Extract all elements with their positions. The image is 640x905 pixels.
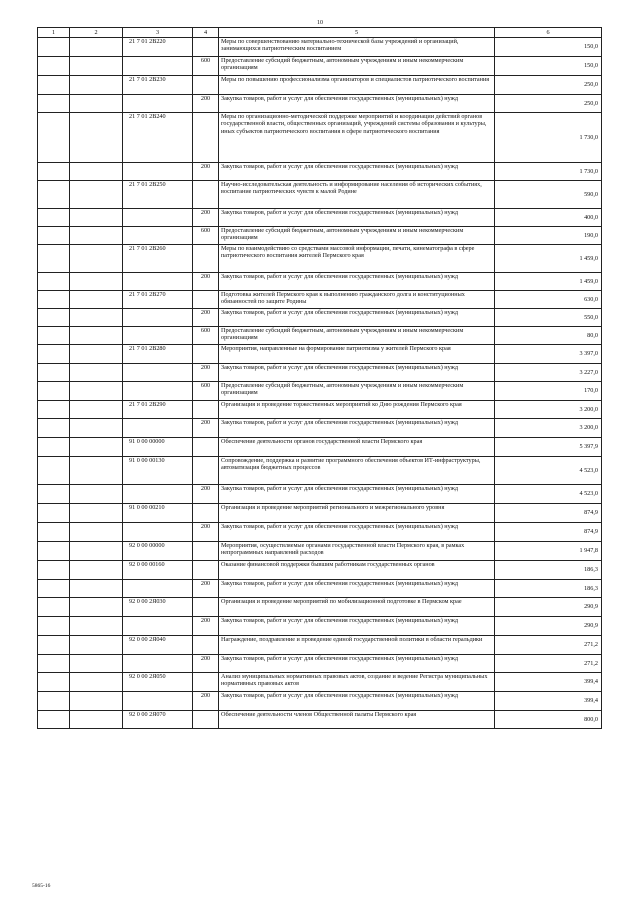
amount-value: 150,0 xyxy=(495,38,602,57)
expense-name: Закупка товаров, работ и услуг для обеспечения государственных (муниципальных) нужд xyxy=(219,364,495,382)
expense-name: Закупка товаров, работ и услуг для обеспечения государственных (муниципальных) нужд xyxy=(219,163,495,181)
row-col-2 xyxy=(70,580,123,598)
target-article-code: 92 0 00 2Я050 xyxy=(123,673,193,692)
expense-type-code xyxy=(193,291,219,309)
row-col-1 xyxy=(38,209,70,227)
expense-type-code xyxy=(193,76,219,95)
target-article-code xyxy=(123,95,193,113)
row-col-2 xyxy=(70,273,123,291)
table-row xyxy=(38,345,602,364)
amount-value: 271,2 xyxy=(495,655,602,673)
row-col-1 xyxy=(38,419,70,438)
row-col-1 xyxy=(38,636,70,655)
row-col-2 xyxy=(70,113,123,163)
expense-type-code: 200 xyxy=(193,419,219,438)
expense-name: Мероприятия, направленные на формирование патриотизма у жителей Пермского края xyxy=(219,345,495,364)
row-col-1 xyxy=(38,485,70,504)
target-article-code xyxy=(123,692,193,711)
expense-name: Закупка товаров, работ и услуг для обеспечения государственных (муниципальных) нужд xyxy=(219,617,495,636)
expense-type-code xyxy=(193,113,219,163)
target-article-code: 21 7 01 2В290 xyxy=(123,401,193,419)
expense-type-code xyxy=(193,438,219,457)
row-col-2 xyxy=(70,438,123,457)
target-article-code: 92 0 00 00000 xyxy=(123,542,193,561)
row-col-1 xyxy=(38,345,70,364)
expense-type-code: 600 xyxy=(193,57,219,76)
amount-value: 150,0 xyxy=(495,57,602,76)
row-col-2 xyxy=(70,504,123,523)
target-article-code xyxy=(123,327,193,345)
table-row xyxy=(38,382,602,401)
target-article-code: 92 0 00 2Я040 xyxy=(123,636,193,655)
row-col-1 xyxy=(38,598,70,617)
expense-type-code: 200 xyxy=(193,617,219,636)
target-article-code xyxy=(123,163,193,181)
amount-value: 874,9 xyxy=(495,504,602,523)
expense-name: Мероприятия, осуществляемые органами государственной власти Пермского края, в рамках непрограммных направлений расходов xyxy=(219,542,495,561)
expense-name: Обеспечение деятельности членов Общественной палаты Пермского края xyxy=(219,711,495,729)
row-col-1 xyxy=(38,113,70,163)
expense-name: Организация и проведение торжественных мероприятий ко Дню рождения Пермского края xyxy=(219,401,495,419)
target-article-code xyxy=(123,364,193,382)
footer-code: 5865-16 xyxy=(32,883,51,889)
expense-name: Закупка товаров, работ и услуг для обеспечения государственных (муниципальных) нужд xyxy=(219,580,495,598)
amount-value: 4 523,0 xyxy=(495,485,602,504)
row-col-1 xyxy=(38,95,70,113)
row-col-2 xyxy=(70,95,123,113)
table-row xyxy=(38,76,602,95)
table-row xyxy=(38,655,602,673)
amount-value: 590,0 xyxy=(495,181,602,209)
table-row xyxy=(38,327,602,345)
target-article-code: 21 7 01 2В270 xyxy=(123,291,193,309)
row-col-2 xyxy=(70,542,123,561)
amount-value: 399,4 xyxy=(495,692,602,711)
row-col-1 xyxy=(38,291,70,309)
header-col-3: 3 xyxy=(123,28,193,38)
row-col-2 xyxy=(70,636,123,655)
amount-value: 80,0 xyxy=(495,327,602,345)
row-col-2 xyxy=(70,76,123,95)
table-row xyxy=(38,636,602,655)
table-row xyxy=(38,245,602,273)
table-row xyxy=(38,711,602,729)
row-col-2 xyxy=(70,457,123,485)
expense-name: Организация и проведение мероприятий регионального и межрегионального уровня xyxy=(219,504,495,523)
expense-name: Меры по организационно-методической поддержке мероприятий и координации действий органов государственной власти, общественных организаций, учреждений системы образования и культуры, иных субъектов патриотического воспитания в сфере патриотического воспитания xyxy=(219,113,495,163)
target-article-code xyxy=(123,485,193,504)
header-col-5: 5 xyxy=(219,28,495,38)
amount-value: 186,3 xyxy=(495,561,602,580)
target-article-code xyxy=(123,209,193,227)
amount-value: 400,0 xyxy=(495,209,602,227)
expense-name: Обеспечение деятельности органов государственной власти Пермского края xyxy=(219,438,495,457)
table-row xyxy=(38,457,602,485)
expense-type-code: 600 xyxy=(193,227,219,245)
expense-type-code xyxy=(193,181,219,209)
row-col-1 xyxy=(38,542,70,561)
row-col-1 xyxy=(38,273,70,291)
target-article-code: 21 7 01 2В220 xyxy=(123,38,193,57)
target-article-code: 21 7 01 2В280 xyxy=(123,345,193,364)
row-col-2 xyxy=(70,617,123,636)
table-row xyxy=(38,364,602,382)
expense-type-code xyxy=(193,561,219,580)
table-row xyxy=(38,181,602,209)
amount-value: 250,0 xyxy=(495,76,602,95)
table-row xyxy=(38,209,602,227)
amount-value: 3 200,0 xyxy=(495,419,602,438)
row-col-2 xyxy=(70,181,123,209)
target-article-code xyxy=(123,419,193,438)
row-col-1 xyxy=(38,580,70,598)
table-row xyxy=(38,113,602,163)
table-row xyxy=(38,673,602,692)
expense-name: Предоставление субсидий бюджетным, автономным учреждениям и иным некоммерческим организациям xyxy=(219,227,495,245)
target-article-code: 21 7 01 2В260 xyxy=(123,245,193,273)
table-body xyxy=(38,38,602,729)
expense-name: Закупка товаров, работ и услуг для обеспечения государственных (муниципальных) нужд xyxy=(219,655,495,673)
expense-name: Предоставление субсидий бюджетным, автономным учреждениям и иным некоммерческим организациям xyxy=(219,327,495,345)
row-col-1 xyxy=(38,38,70,57)
row-col-1 xyxy=(38,401,70,419)
expense-name: Награждение, поздравление и проведение единой государственной политики в области геральдики xyxy=(219,636,495,655)
row-col-1 xyxy=(38,163,70,181)
row-col-2 xyxy=(70,38,123,57)
row-col-1 xyxy=(38,309,70,327)
expense-name: Меры по совершенствованию материально-технической базы учреждений и организаций, занимающихся патриотическим воспитанием xyxy=(219,38,495,57)
row-col-2 xyxy=(70,561,123,580)
row-col-1 xyxy=(38,617,70,636)
row-col-1 xyxy=(38,181,70,209)
row-col-1 xyxy=(38,327,70,345)
row-col-2 xyxy=(70,227,123,245)
table-row xyxy=(38,617,602,636)
amount-value: 3 227,0 xyxy=(495,364,602,382)
expense-type-code: 200 xyxy=(193,580,219,598)
table-row xyxy=(38,692,602,711)
row-col-1 xyxy=(38,692,70,711)
expense-name: Меры по взаимодействию со средствами массовой информации, печати, кинематографа в сфере патриотического воспитания жителей Пермского края xyxy=(219,245,495,273)
row-col-2 xyxy=(70,485,123,504)
table-row xyxy=(38,419,602,438)
expense-type-code: 600 xyxy=(193,327,219,345)
amount-value: 170,0 xyxy=(495,382,602,401)
amount-value: 1 459,0 xyxy=(495,273,602,291)
expense-type-code: 200 xyxy=(193,485,219,504)
expense-name: Предоставление субсидий бюджетным, автономным учреждениям и иным некоммерческим организациям xyxy=(219,382,495,401)
row-col-2 xyxy=(70,401,123,419)
amount-value: 290,9 xyxy=(495,598,602,617)
table-row xyxy=(38,598,602,617)
row-col-1 xyxy=(38,227,70,245)
budget-table xyxy=(37,27,602,729)
target-article-code xyxy=(123,309,193,327)
amount-value: 190,0 xyxy=(495,227,602,245)
row-col-2 xyxy=(70,209,123,227)
expense-type-code: 200 xyxy=(193,692,219,711)
row-col-2 xyxy=(70,327,123,345)
row-col-1 xyxy=(38,673,70,692)
table-row xyxy=(38,291,602,309)
target-article-code xyxy=(123,617,193,636)
row-col-2 xyxy=(70,382,123,401)
row-col-1 xyxy=(38,523,70,542)
row-col-2 xyxy=(70,711,123,729)
amount-value: 874,9 xyxy=(495,523,602,542)
expense-name: Закупка товаров, работ и услуг для обеспечения государственных (муниципальных) нужд xyxy=(219,419,495,438)
target-article-code xyxy=(123,227,193,245)
expense-type-code xyxy=(193,245,219,273)
expense-type-code: 200 xyxy=(193,273,219,291)
table-row xyxy=(38,38,602,57)
row-col-2 xyxy=(70,163,123,181)
amount-value: 290,9 xyxy=(495,617,602,636)
expense-name: Закупка товаров, работ и услуг для обеспечения государственных (муниципальных) нужд xyxy=(219,209,495,227)
expense-name: Оказание финансовой поддержки бывшим работникам государственных органов xyxy=(219,561,495,580)
expense-name: Закупка товаров, работ и услуг для обеспечения государственных (муниципальных) нужд xyxy=(219,523,495,542)
page-number: 10 xyxy=(317,20,323,26)
row-col-1 xyxy=(38,382,70,401)
expense-type-code: 200 xyxy=(193,309,219,327)
amount-value: 186,3 xyxy=(495,580,602,598)
row-col-2 xyxy=(70,57,123,76)
expense-type-code xyxy=(193,598,219,617)
target-article-code: 91 0 00 00210 xyxy=(123,504,193,523)
table-row xyxy=(38,580,602,598)
row-col-1 xyxy=(38,561,70,580)
expense-type-code xyxy=(193,711,219,729)
row-col-2 xyxy=(70,692,123,711)
table-header xyxy=(38,28,602,38)
row-col-2 xyxy=(70,598,123,617)
expense-name: Закупка товаров, работ и услуг для обеспечения государственных (муниципальных) нужд xyxy=(219,692,495,711)
row-col-1 xyxy=(38,438,70,457)
amount-value: 399,4 xyxy=(495,673,602,692)
expense-name: Закупка товаров, работ и услуг для обеспечения государственных (муниципальных) нужд xyxy=(219,273,495,291)
header-col-4: 4 xyxy=(193,28,219,38)
target-article-code xyxy=(123,57,193,76)
expense-type-code xyxy=(193,542,219,561)
expense-type-code xyxy=(193,673,219,692)
target-article-code xyxy=(123,655,193,673)
target-article-code: 21 7 01 2В240 xyxy=(123,113,193,163)
table-row xyxy=(38,504,602,523)
row-col-2 xyxy=(70,345,123,364)
table-row xyxy=(38,485,602,504)
table-row xyxy=(38,163,602,181)
expense-type-code: 200 xyxy=(193,95,219,113)
amount-value: 3 200,0 xyxy=(495,401,602,419)
amount-value: 4 523,0 xyxy=(495,457,602,485)
row-col-1 xyxy=(38,711,70,729)
expense-type-code: 200 xyxy=(193,209,219,227)
header-col-6: 6 xyxy=(495,28,602,38)
target-article-code: 92 0 00 2Я070 xyxy=(123,711,193,729)
expense-name: Подготовка жителей Пермского края к выполнению гражданского долга и конституционных обязанностей по защите Родины xyxy=(219,291,495,309)
table-row xyxy=(38,95,602,113)
target-article-code: 21 7 01 2В250 xyxy=(123,181,193,209)
header-col-1: 1 xyxy=(38,28,70,38)
header-col-2: 2 xyxy=(70,28,123,38)
row-col-1 xyxy=(38,655,70,673)
row-col-2 xyxy=(70,364,123,382)
table-row xyxy=(38,401,602,419)
expense-type-code xyxy=(193,38,219,57)
expense-name: Закупка товаров, работ и услуг для обеспечения государственных (муниципальных) нужд xyxy=(219,309,495,327)
expense-type-code: 200 xyxy=(193,163,219,181)
table-row xyxy=(38,273,602,291)
row-col-1 xyxy=(38,76,70,95)
expense-type-code xyxy=(193,504,219,523)
row-col-2 xyxy=(70,655,123,673)
expense-name: Закупка товаров, работ и услуг для обеспечения государственных (муниципальных) нужд xyxy=(219,95,495,113)
expense-name: Организация и проведение мероприятий по мобилизационной подготовке в Пермском крае xyxy=(219,598,495,617)
expense-type-code: 600 xyxy=(193,382,219,401)
row-col-1 xyxy=(38,57,70,76)
expense-name: Научно-исследовательская деятельность и информирование населения об исторических событиях, воспитание патриотических чувств к малой Родине xyxy=(219,181,495,209)
amount-value: 1 730,0 xyxy=(495,163,602,181)
table-row xyxy=(38,561,602,580)
table-row xyxy=(38,227,602,245)
row-col-1 xyxy=(38,245,70,273)
amount-value: 1 730,0 xyxy=(495,113,602,163)
target-article-code: 92 0 00 2Я030 xyxy=(123,598,193,617)
row-col-2 xyxy=(70,291,123,309)
row-col-2 xyxy=(70,245,123,273)
amount-value: 5 397,9 xyxy=(495,438,602,457)
amount-value: 550,0 xyxy=(495,309,602,327)
amount-value: 250,0 xyxy=(495,95,602,113)
expense-type-code xyxy=(193,401,219,419)
expense-type-code: 200 xyxy=(193,523,219,542)
target-article-code: 92 0 00 00160 xyxy=(123,561,193,580)
target-article-code: 21 7 01 2В230 xyxy=(123,76,193,95)
row-col-1 xyxy=(38,364,70,382)
target-article-code: 91 0 00 00000 xyxy=(123,438,193,457)
row-col-1 xyxy=(38,504,70,523)
expense-type-code: 200 xyxy=(193,655,219,673)
amount-value: 630,0 xyxy=(495,291,602,309)
table-row xyxy=(38,309,602,327)
table-row xyxy=(38,542,602,561)
expense-type-code xyxy=(193,457,219,485)
expense-name: Меры по повышению профессионализма организаторов и специалистов патриотического воспитания xyxy=(219,76,495,95)
amount-value: 3 397,0 xyxy=(495,345,602,364)
amount-value: 1 459,0 xyxy=(495,245,602,273)
amount-value: 800,0 xyxy=(495,711,602,729)
target-article-code xyxy=(123,523,193,542)
expense-name: Предоставление субсидий бюджетным, автономным учреждениям и иным некоммерческим организациям xyxy=(219,57,495,76)
row-col-2 xyxy=(70,523,123,542)
expense-type-code: 200 xyxy=(193,364,219,382)
expense-type-code xyxy=(193,345,219,364)
amount-value: 271,2 xyxy=(495,636,602,655)
table-row xyxy=(38,57,602,76)
target-article-code: 91 0 00 00130 xyxy=(123,457,193,485)
expense-name: Сопровождение, поддержка и развитие программного обеспечения объектов ИТ-инфраструктуры, автоматизация бюджетных процессов xyxy=(219,457,495,485)
expense-name: Закупка товаров, работ и услуг для обеспечения государственных (муниципальных) нужд xyxy=(219,485,495,504)
table-row xyxy=(38,523,602,542)
target-article-code xyxy=(123,580,193,598)
row-col-2 xyxy=(70,309,123,327)
row-col-2 xyxy=(70,673,123,692)
row-col-2 xyxy=(70,419,123,438)
expense-name: Анализ муниципальных нормативных правовых актов, создание и ведение Регистра муниципальных нормативных правовых актов xyxy=(219,673,495,692)
target-article-code xyxy=(123,382,193,401)
row-col-1 xyxy=(38,457,70,485)
amount-value: 1 947,8 xyxy=(495,542,602,561)
table-row xyxy=(38,438,602,457)
target-article-code xyxy=(123,273,193,291)
expense-type-code xyxy=(193,636,219,655)
